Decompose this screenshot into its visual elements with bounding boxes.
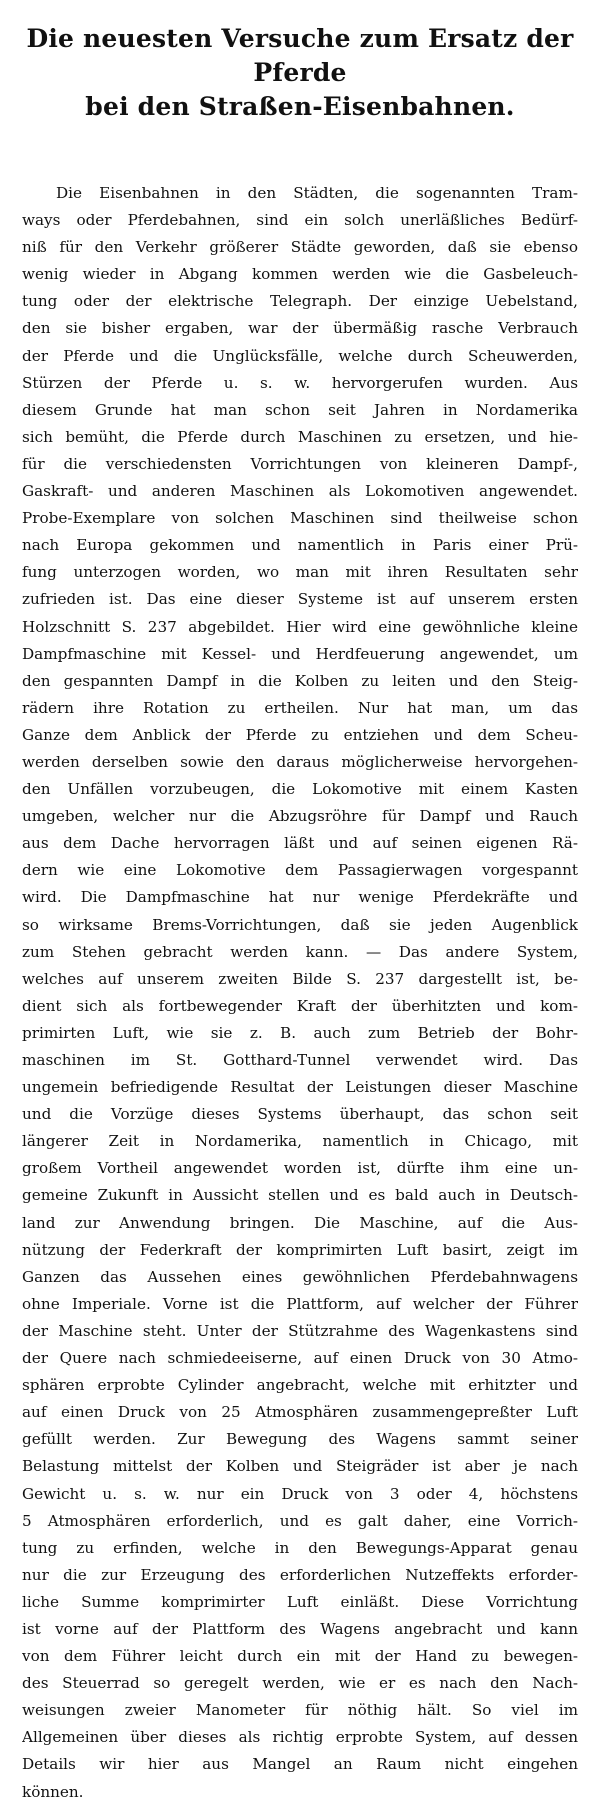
article-line: ist vorne auf der Plattform des Wagens angebracht und kann xyxy=(22,1619,578,1638)
article-line: Ganzen das Aussehen eines gewöhnlichen Pferdebahnwagens xyxy=(22,1267,578,1286)
article-line: diesem Grunde hat man schon seit Jahren in Nordamerika xyxy=(22,400,578,419)
article-line: dern wie eine Lokomotive dem Passagierwagen vorgespannt xyxy=(22,861,578,880)
article-line: können. xyxy=(22,1782,84,1801)
article-headline xyxy=(22,22,578,124)
article-line: großem Vortheil angewendet worden ist, dürfte ihm eine un- xyxy=(22,1159,578,1178)
article-line: der Quere nach schmiedeeiserne, auf einen Druck von 30 Atmo- xyxy=(22,1349,578,1368)
article-line: sphären erprobte Cylinder angebracht, welche mit erhitzter und xyxy=(22,1376,578,1395)
headline-line-2: bei den Straßen-Eisenbahnen. xyxy=(85,92,515,121)
article-line: den sie bisher ergaben, war der übermäßig rasche Verbrauch xyxy=(22,319,578,338)
article-line: werden derselben sowie den daraus möglicherweise hervorgehen- xyxy=(22,752,578,771)
article-line: umgeben, welcher nur die Abzugsröhre für Dampf und Rauch xyxy=(22,807,578,826)
article-line: Details wir hier aus Mangel an Raum nicht eingehen xyxy=(22,1755,578,1774)
article-line: den gespannten Dampf in die Kolben zu leiten und den Steig- xyxy=(22,671,578,690)
article-line: so wirksame Brems-Vorrichtungen, daß sie jeden Augenblick xyxy=(22,915,578,934)
article-line: welches auf unserem zweiten Bilde S. 237 dargestellt ist, be- xyxy=(22,969,578,988)
article-line: primirten Luft, wie sie z. B. auch zum Betrieb der Bohr- xyxy=(22,1023,578,1042)
article-line: ohne Imperiale. Vorne ist die Plattform, auf welcher der Führer xyxy=(22,1294,578,1313)
article-line: ways oder Pferdebahnen, sind ein solch unerläßliches Bedürf- xyxy=(22,211,578,230)
article-line: Probe-Exemplare von solchen Maschinen sind theilweise schon xyxy=(22,509,578,528)
article-line: gemeine Zukunft in Aussicht stellen und es bald auch in Deutsch- xyxy=(22,1186,578,1205)
article-line: Die Eisenbahnen in den Städten, die sogenannten Tram- xyxy=(56,184,578,202)
article-line: Gaskraft- und anderen Maschinen als Lokomotiven angewendet. xyxy=(22,482,578,501)
article-line: Dampfmaschine mit Kessel- und Herdfeuerung angewendet, um xyxy=(22,644,578,663)
article-line: Allgemeinen über dieses als richtig erprobte System, auf dessen xyxy=(22,1728,578,1747)
article-line: nach Europa gekommen und namentlich in Paris einer Prü- xyxy=(22,536,578,555)
article-line: tung oder der elektrische Telegraph. Der einzige Uebelstand, xyxy=(22,292,578,311)
article-line: längerer Zeit in Nordamerika, namentlich in Chicago, mit xyxy=(22,1132,578,1151)
article-line: Gewicht u. s. w. nur ein Druck von 3 oder 4, höchstens xyxy=(22,1484,578,1503)
article-line: ungemein befriedigende Resultat der Leistungen dieser Maschine xyxy=(22,1078,578,1097)
article-line: aus dem Dache hervorragen läßt und auf seinen eigenen Rä- xyxy=(22,834,578,853)
article-line: Belastung mittelst der Kolben und Steigräder ist aber je nach xyxy=(22,1457,578,1476)
article-line: der Maschine steht. Unter der Stützrahme des Wagenkastens sind xyxy=(22,1321,578,1340)
article-line: liche Summe komprimirter Luft einläßt. Diese Vorrichtung xyxy=(22,1592,578,1611)
article-line: weisungen zweier Manometer für nöthig hält. So viel im xyxy=(22,1701,578,1720)
article-line: land zur Anwendung bringen. Die Maschine, auf die Aus- xyxy=(22,1213,578,1232)
article-line: tung zu erfinden, welche in den Bewegungs-Apparat genau xyxy=(22,1538,578,1557)
article-line: Stürzen der Pferde u. s. w. hervorgerufen wurden. Aus xyxy=(22,373,578,392)
article-line: fung unterzogen worden, wo man mit ihren Resultaten sehr xyxy=(22,563,578,582)
article-line: auf einen Druck von 25 Atmosphären zusammengepreßter Luft xyxy=(22,1403,578,1422)
article-line: rädern ihre Rotation zu ertheilen. Nur hat man, um das xyxy=(22,698,578,717)
article-line: der Pferde und die Unglücksfälle, welche durch Scheuwerden, xyxy=(22,346,578,365)
article-line: niß für den Verkehr größerer Städte geworden, daß sie ebenso xyxy=(22,238,578,257)
article-line: von dem Führer leicht durch ein mit der Hand zu bewegen- xyxy=(22,1647,578,1666)
article-line: den Unfällen vorzubeugen, die Lokomotive mit einem Kasten xyxy=(22,780,578,799)
article-line: und die Vorzüge dieses Systems überhaupt, das schon seit xyxy=(22,1105,578,1124)
article-body xyxy=(22,180,578,1806)
article-line: wird. Die Dampfmaschine hat nur wenige Pferdekräfte und xyxy=(22,888,578,907)
article-line: zufrieden ist. Das eine dieser Systeme ist auf unserem ersten xyxy=(22,590,578,609)
article-line: für die verschiedensten Vorrichtungen von kleineren Dampf-, xyxy=(22,454,578,473)
article-line: maschinen im St. Gotthard-Tunnel verwendet wird. Das xyxy=(22,1051,578,1069)
article-line: 5 Atmosphären erforderlich, und es galt daher, eine Vorrich- xyxy=(22,1511,578,1530)
article-line: sich bemüht, die Pferde durch Maschinen zu ersetzen, und hie- xyxy=(22,427,578,446)
article-line: wenig wieder in Abgang kommen werden wie die Gasbeleuch- xyxy=(22,265,578,284)
article-line: Holzschnitt S. 237 abgebildet. Hier wird eine gewöhnliche kleine xyxy=(22,617,578,636)
article-line: gefüllt werden. Zur Bewegung des Wagens sammt seiner xyxy=(22,1430,578,1449)
article-line: zum Stehen gebracht werden kann. — Das andere System, xyxy=(22,942,578,961)
article-line: Ganze dem Anblick der Pferde zu entziehen und dem Scheu- xyxy=(22,725,578,744)
article-line: nur die zur Erzeugung des erforderlichen Nutzeffekts erforder- xyxy=(22,1565,578,1584)
article-line: nützung der Federkraft der komprimirten Luft basirt, zeigt im xyxy=(22,1240,578,1259)
headline-line-1: Die neuesten Versuche zum Ersatz der Pferde xyxy=(26,24,574,87)
article-line: dient sich als fortbewegender Kraft der überhitzten und kom- xyxy=(22,996,578,1015)
article-line: des Steuerrad so geregelt werden, wie er es nach den Nach- xyxy=(22,1674,578,1693)
